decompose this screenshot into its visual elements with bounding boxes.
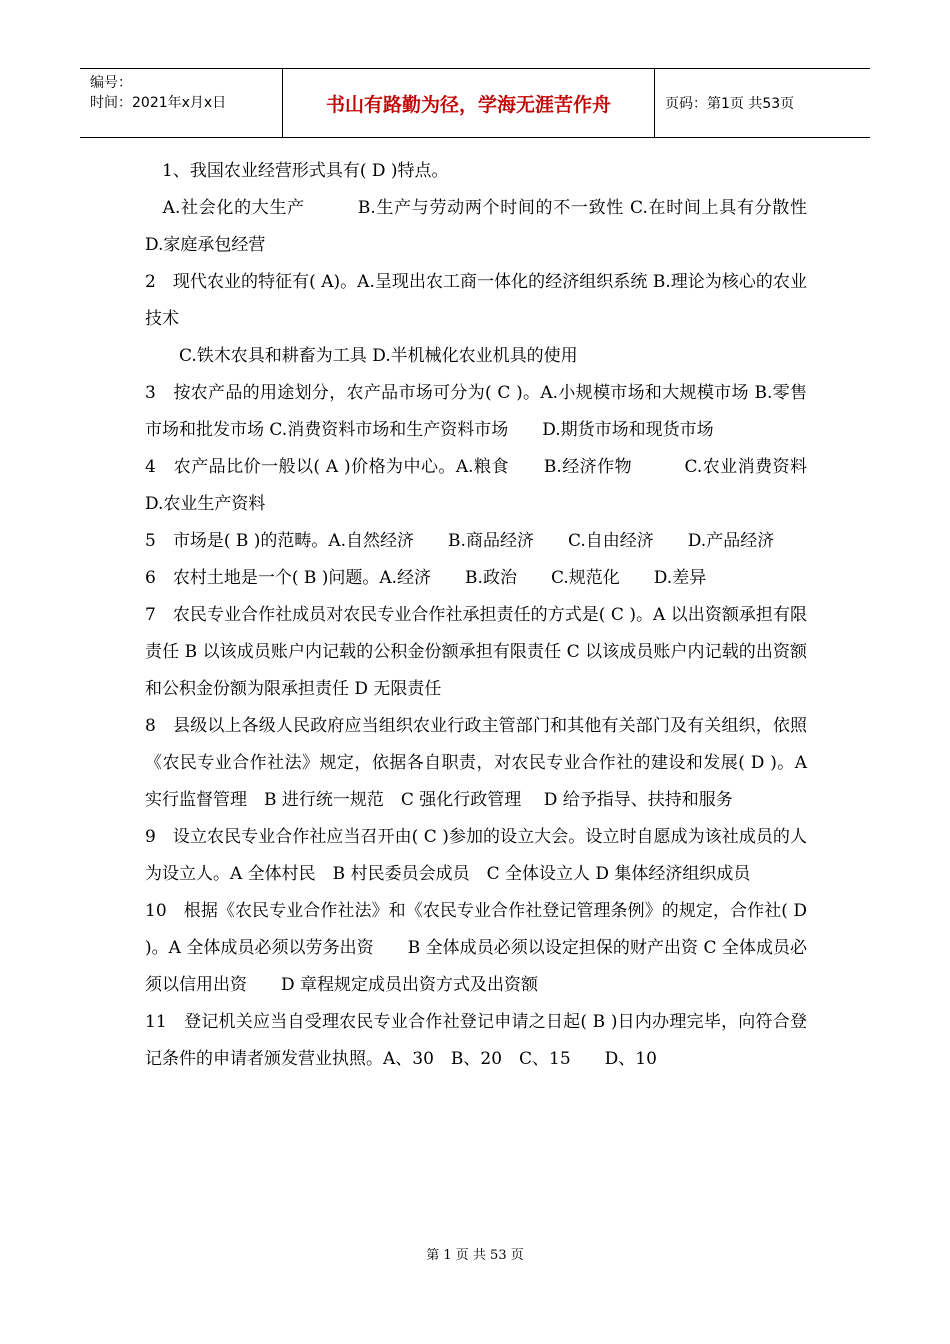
page-footer: 第 1 页 共 53 页 xyxy=(426,1248,524,1263)
time-label: 时间：2021年x月x日 xyxy=(90,95,227,111)
question-list xyxy=(145,153,841,1078)
question-8: 8 县级以上各级人民政府应当组织农业行政主管部门和其他有关部门及有关组织，依照《农民专业合作社法》规定，依据各自职责，对农民专业合作社的建设和发展( D )。A 实行监督管理 B 进行统一规范 C 强化行政管理 D 给予指导、扶持和服务 xyxy=(145,716,807,810)
header-motto: 书山有路勤为径，学海无涯苦作舟 xyxy=(283,69,655,137)
question-1-stem: 1、我国农业经营形式具有( D )特点。 xyxy=(145,161,449,181)
number-label: 编号： xyxy=(90,75,132,91)
question-11: 11 登记机关应当自受理农民专业合作社登记申请之日起( B )日内办理完毕，向符合登记条件的申请者颁发营业执照。A、30 B、20 C、15 D、10 xyxy=(145,1012,807,1069)
question-2-options: C.铁木农具和耕畜为工具 D.半机械化农业机具的使用 xyxy=(145,346,578,366)
question-4: 4 农产品比价一般以( A )价格为中心。A.粮食 B.经济作物 C.农业消费资料 D.农业生产资料 xyxy=(145,457,841,514)
question-2-stem: 2 现代农业的特征有( A)。A.呈现出农工商一体化的经济组织系统 B.理论为核心的农业技术 xyxy=(145,272,807,329)
question-5: 5 市场是( B )的范畴。A.自然经济 B.商品经济 C.自由经济 D.产品经济 xyxy=(145,531,775,551)
question-10: 10 根据《农民专业合作社法》和《农民专业合作社登记管理条例》的规定，合作社( D )。A 全体成员必须以劳务出资 B 全体成员必须以设定担保的财产出资 C 全体成员必须以信用出资 D 章程规定成员出资方式及出资额 xyxy=(145,901,807,995)
question-7: 7 农民专业合作社成员对农民专业合作社承担责任的方式是( C )。A 以出资额承担有限责任 B 以该成员账户内记载的公积金份额承担有限责任 C 以该成员账户内记载的出资额和公积金份额为限承担责任 D 无限责任 xyxy=(145,605,807,699)
header-page-info: 页码：第1页 共53页 xyxy=(665,96,795,112)
question-1-options: A.社会化的大生产 B.生产与劳动两个时间的不一致性 C.在时间上具有分散性 D.家庭承包经营 xyxy=(145,198,824,255)
question-6: 6 农村土地是一个( B )问题。A.经济 B.政治 C.规范化 D.差异 xyxy=(145,568,707,588)
question-9: 9 设立农民专业合作社应当召开由( C )参加的设立大会。设立时自愿成为该社成员的人为设立人。A 全体村民 B 村民委员会成员 C 全体设立人 D 集体经济组织成员 xyxy=(145,827,807,884)
header-meta xyxy=(80,69,283,137)
question-3: 3 按农产品的用途划分，农产品市场可分为( C )。A.小规模市场和大规模市场 B.零售市场和批发市场 C.消费资料市场和生产资料市场 D.期货市场和现货市场 xyxy=(145,383,807,440)
page-header xyxy=(80,68,870,138)
